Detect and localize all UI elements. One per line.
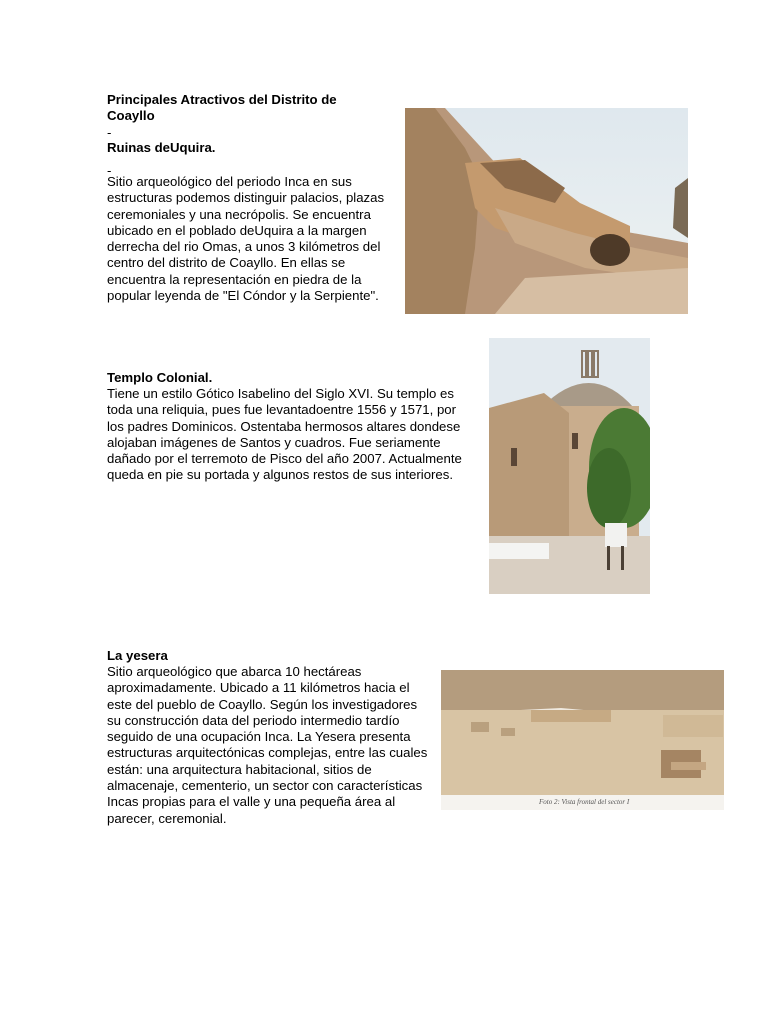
photo-caption: Foto 2: Vista frontal del sector I: [539, 798, 630, 806]
photo-la-yesera: [441, 670, 724, 810]
photo-templo-colonial: [489, 338, 650, 594]
section-heading-ruinas: Ruinas deUquira.: [107, 140, 216, 155]
list-marker: -: [107, 125, 112, 140]
section-text-templo: Tiene un estilo Gótico Isabelino del Siglo XVI. Su templo es toda una reliquia, pues fue levantadoentre 1556 y 1571, por los padres Dominicos. Ostentaba hermosos altares dondese alojaban imágenes de Santos y cuadros. Fue seriamente dañado por el terremoto de Pisco del año 2007. Actualmente queda en pie su portada y algunos restos de sus interiores.: [107, 386, 462, 483]
photo-ruinas-uquira: [405, 108, 688, 314]
list-marker: -: [107, 163, 112, 178]
section-heading-templo: Templo Colonial.: [107, 370, 213, 385]
page-title: Principales Atractivos del Distrito de Coayllo: [107, 92, 337, 124]
section-text-ruinas: Sitio arqueológico del periodo Inca en sus estructuras podemos distinguir palacios, plazas ceremoniales y una necrópolis. Se encuentra ubicado en el poblado deUquira a la margen derrecha del rio Omas, a unos 3 kilómetros del centro del distrito de Coayllo. En ellas se encuentra la representación en piedra de la popular leyenda de "El Cóndor y la Serpiente".: [107, 174, 385, 304]
section-heading-yesera: La yesera: [107, 648, 168, 663]
section-text-yesera: Sitio arqueológico que abarca 10 hectáreas aproximadamente. Ubicado a 11 kilómetros hacia el este del pueblo de Coayllo. Según los investigadores su construcción data del periodo intermedio tardío seguido de una ocupación Inca. La Yesera presenta estructuras arquitectónicas complejas, entre las cuales están: una arquitectura habitacional, sitios de almacenaje, cementerio, un sector con características Incas propias para el valle y una pequeña área al parecer, ceremonial.: [107, 664, 428, 826]
